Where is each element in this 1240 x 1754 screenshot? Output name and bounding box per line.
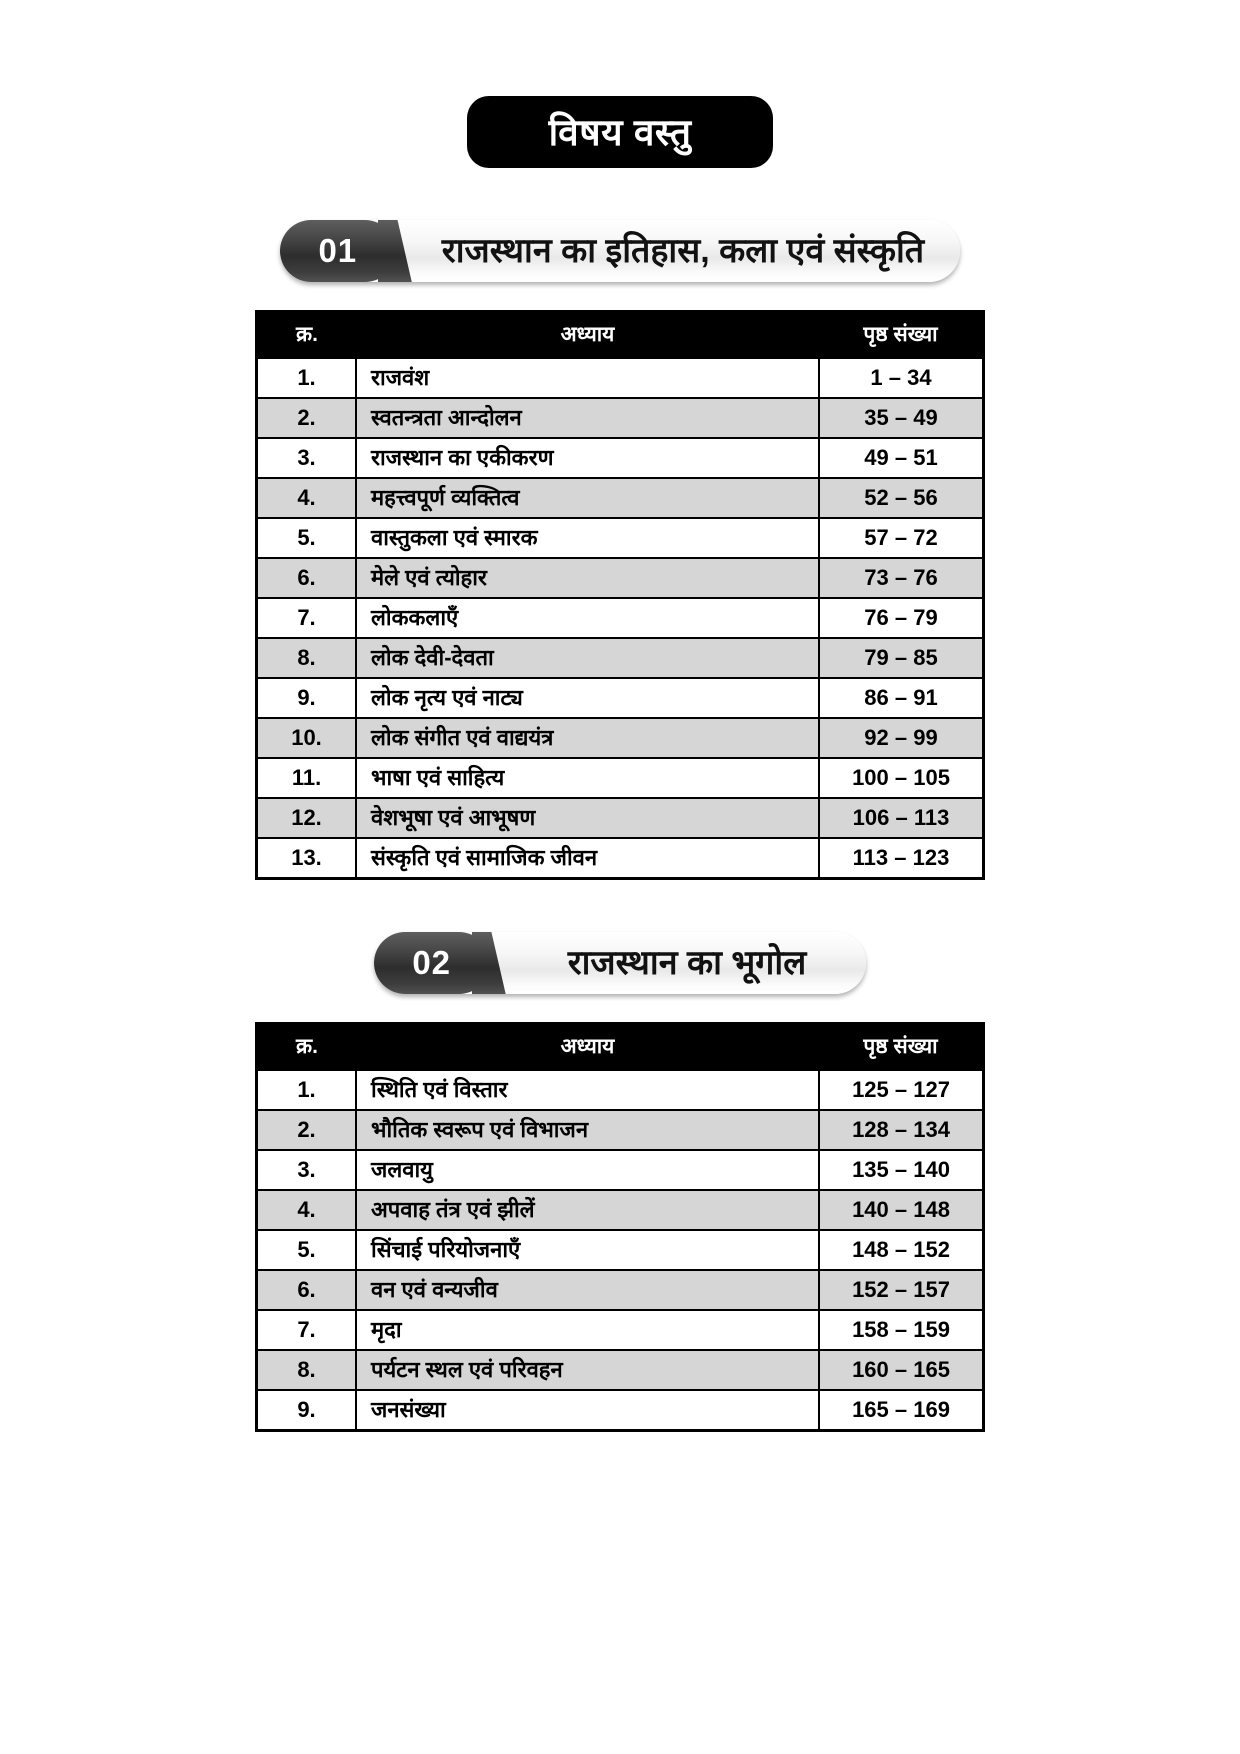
cell-chapter: भाषा एवं साहित्य <box>356 758 819 798</box>
table-row <box>257 558 984 598</box>
cell-page-range: 1 – 34 <box>819 358 984 398</box>
cell-chapter: वास्तुकला एवं स्मारक <box>356 518 819 558</box>
cell-chapter: मृदा <box>356 1310 819 1350</box>
table-row <box>257 1150 984 1190</box>
section-number-badge: 02 <box>374 932 490 994</box>
cell-chapter: स्थिति एवं विस्तार <box>356 1070 819 1110</box>
section-banner-01 <box>0 220 1240 282</box>
table-row <box>257 518 984 558</box>
cell-page-range: 35 – 49 <box>819 398 984 438</box>
page-title: विषय वस्तु <box>548 111 692 153</box>
cell-sr: 2. <box>257 1110 357 1150</box>
cell-page-range: 135 – 140 <box>819 1150 984 1190</box>
cell-page-range: 49 – 51 <box>819 438 984 478</box>
cell-page-range: 86 – 91 <box>819 678 984 718</box>
cell-sr: 2. <box>257 398 357 438</box>
table-row <box>257 638 984 678</box>
cell-sr: 4. <box>257 1190 357 1230</box>
toc-table <box>255 1022 985 1432</box>
table-row <box>257 1270 984 1310</box>
cell-chapter: लोक संगीत एवं वाद्ययंत्र <box>356 718 819 758</box>
cell-sr: 3. <box>257 438 357 478</box>
cell-page-range: 113 – 123 <box>819 838 984 879</box>
header-page: पृष्ठ संख्या <box>819 1024 984 1071</box>
cell-sr: 1. <box>257 1070 357 1110</box>
section-banner-02 <box>0 932 1240 994</box>
section-pill <box>374 932 867 994</box>
table-header-row <box>257 1024 984 1071</box>
cell-chapter: वन एवं वन्यजीव <box>356 1270 819 1310</box>
cell-page-range: 165 – 169 <box>819 1390 984 1431</box>
section-number-badge: 01 <box>280 220 396 282</box>
sections-root <box>0 220 1240 1432</box>
section-title: राजस्थान का भूगोल <box>567 944 807 982</box>
header-sr: क्र. <box>257 312 357 359</box>
cell-sr: 7. <box>257 598 357 638</box>
table-row <box>257 1350 984 1390</box>
table-row <box>257 718 984 758</box>
cell-page-range: 79 – 85 <box>819 638 984 678</box>
header-chapter: अध्याय <box>356 312 819 359</box>
table-row <box>257 1110 984 1150</box>
cell-page-range: 128 – 134 <box>819 1110 984 1150</box>
cell-chapter: राजस्थान का एकीकरण <box>356 438 819 478</box>
table-row <box>257 358 984 398</box>
cell-sr: 6. <box>257 1270 357 1310</box>
cell-page-range: 140 – 148 <box>819 1190 984 1230</box>
cell-chapter: संस्कृति एवं सामाजिक जीवन <box>356 838 819 879</box>
cell-chapter: स्वतन्त्रता आन्दोलन <box>356 398 819 438</box>
table-row <box>257 478 984 518</box>
cell-sr: 10. <box>257 718 357 758</box>
table-row <box>257 678 984 718</box>
cell-sr: 5. <box>257 518 357 558</box>
cell-chapter: अपवाह तंत्र एवं झीलें <box>356 1190 819 1230</box>
cell-chapter: भौतिक स्वरूप एवं विभाजन <box>356 1110 819 1150</box>
cell-chapter: महत्त्वपूर्ण व्यक्तित्व <box>356 478 819 518</box>
cell-chapter: जलवायु <box>356 1150 819 1190</box>
cell-chapter: पर्यटन स्थल एवं परिवहन <box>356 1350 819 1390</box>
cell-sr: 6. <box>257 558 357 598</box>
cell-sr: 8. <box>257 638 357 678</box>
page-title-plate <box>467 96 773 168</box>
cell-chapter: मेले एवं त्योहार <box>356 558 819 598</box>
page-title-container <box>0 0 1240 168</box>
cell-sr: 9. <box>257 678 357 718</box>
cell-sr: 7. <box>257 1310 357 1350</box>
cell-chapter: सिंचाई परियोजनाएँ <box>356 1230 819 1270</box>
header-sr: क्र. <box>257 1024 357 1071</box>
cell-page-range: 148 – 152 <box>819 1230 984 1270</box>
cell-sr: 1. <box>257 358 357 398</box>
cell-page-range: 76 – 79 <box>819 598 984 638</box>
cell-page-range: 92 – 99 <box>819 718 984 758</box>
table-row <box>257 1190 984 1230</box>
table-row <box>257 1070 984 1110</box>
cell-chapter: लोककलाएँ <box>356 598 819 638</box>
toc-table-container <box>0 310 1240 880</box>
table-row <box>257 398 984 438</box>
cell-sr: 12. <box>257 798 357 838</box>
cell-chapter: लोक देवी-देवता <box>356 638 819 678</box>
cell-page-range: 158 – 159 <box>819 1310 984 1350</box>
toc-table-container <box>0 1022 1240 1432</box>
table-row <box>257 438 984 478</box>
cell-chapter: जनसंख्या <box>356 1390 819 1431</box>
table-header-row <box>257 312 984 359</box>
table-row <box>257 798 984 838</box>
cell-chapter: लोक नृत्य एवं नाट्य <box>356 678 819 718</box>
table-row <box>257 838 984 879</box>
cell-page-range: 57 – 72 <box>819 518 984 558</box>
toc-table <box>255 310 985 880</box>
cell-sr: 11. <box>257 758 357 798</box>
cell-page-range: 52 – 56 <box>819 478 984 518</box>
table-row <box>257 1230 984 1270</box>
header-page: पृष्ठ संख्या <box>819 312 984 359</box>
cell-sr: 4. <box>257 478 357 518</box>
section-pill <box>280 220 960 282</box>
cell-sr: 5. <box>257 1230 357 1270</box>
cell-page-range: 100 – 105 <box>819 758 984 798</box>
header-chapter: अध्याय <box>356 1024 819 1071</box>
cell-sr: 8. <box>257 1350 357 1390</box>
cell-page-range: 152 – 157 <box>819 1270 984 1310</box>
table-row <box>257 1310 984 1350</box>
cell-chapter: राजवंश <box>356 358 819 398</box>
cell-sr: 3. <box>257 1150 357 1190</box>
cell-chapter: वेशभूषा एवं आभूषण <box>356 798 819 838</box>
cell-sr: 9. <box>257 1390 357 1431</box>
cell-page-range: 106 – 113 <box>819 798 984 838</box>
table-row <box>257 598 984 638</box>
table-row <box>257 1390 984 1431</box>
cell-page-range: 125 – 127 <box>819 1070 984 1110</box>
cell-page-range: 73 – 76 <box>819 558 984 598</box>
cell-page-range: 160 – 165 <box>819 1350 984 1390</box>
section-title: राजस्थान का इतिहास, कला एवं संस्कृति <box>441 232 925 270</box>
cell-sr: 13. <box>257 838 357 879</box>
table-row <box>257 758 984 798</box>
